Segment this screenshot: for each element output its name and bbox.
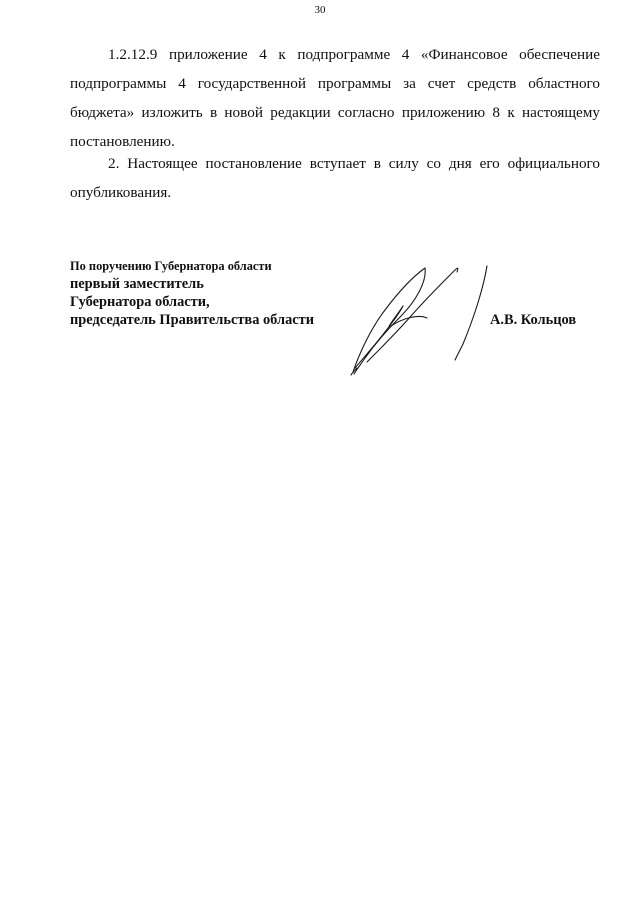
paragraph-appendix-amendment: 1.2.12.9 приложение 4 к подпрограмме 4 «Финансовое обеспечение подпрограммы 4 государственной программы за счет средств областного бюджета» изложить в новой редакции согласно приложению 8 к настоящему постановлению. [70,46,600,150]
page-number: 30 [314,4,326,16]
signature-order-line: По поручению Губернатора области [70,259,272,273]
signature-title-line-2: Губернатора области, [70,294,210,310]
signature-title-line-3: председатель Правительства области [70,312,315,328]
handwritten-signature [345,258,495,378]
paragraph-effective-date: 2. Настоящее постановление вступает в силу со дня его официального опубликования. [70,155,600,201]
signature-title-line-1: первый заместитель [70,276,204,292]
signatory-name: А.В. Кольцов [490,312,577,328]
